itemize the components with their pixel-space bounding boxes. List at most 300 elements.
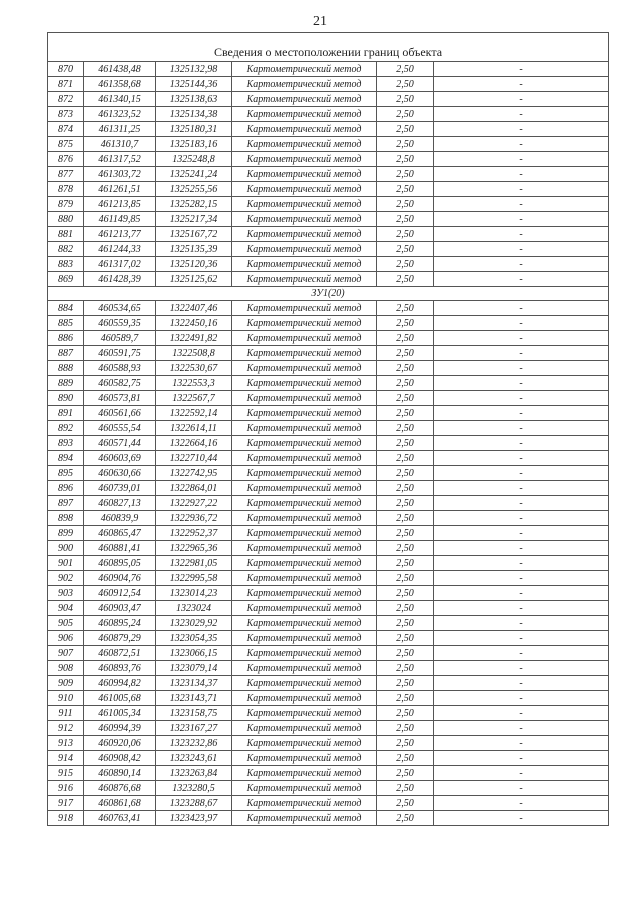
table-row [48,331,609,346]
point-number-cell: 869 [48,272,84,287]
method-cell: Картометрический метод [232,631,377,646]
method-cell: Картометрический метод [232,796,377,811]
x-coordinate-cell: 460904,76 [84,571,156,586]
accuracy-cell: 2,50 [377,122,434,137]
y-coordinate-cell: 1322936,72 [156,511,232,526]
method-cell: Картометрический метод [232,436,377,451]
y-coordinate-cell: 1323054,35 [156,631,232,646]
accuracy-cell: 2,50 [377,511,434,526]
accuracy-cell: 2,50 [377,331,434,346]
table-row [48,631,609,646]
method-cell: Картометрический метод [232,257,377,272]
table-row [48,242,609,257]
page-number: 21 [313,14,327,29]
note-cell: - [434,676,609,691]
note-cell: - [434,601,609,616]
accuracy-cell: 2,50 [377,316,434,331]
accuracy-cell: 2,50 [377,301,434,316]
y-coordinate-cell: 1322491,82 [156,331,232,346]
x-coordinate-cell: 461261,51 [84,182,156,197]
boundary-table [47,32,609,826]
point-number-cell: 892 [48,421,84,436]
x-coordinate-cell: 460573,81 [84,391,156,406]
point-number-cell: 912 [48,721,84,736]
y-coordinate-cell: 1323158,75 [156,706,232,721]
accuracy-cell: 2,50 [377,197,434,212]
table-row [48,272,609,287]
accuracy-cell: 2,50 [377,631,434,646]
y-coordinate-cell: 1322553,3 [156,376,232,391]
accuracy-cell: 2,50 [377,586,434,601]
point-number-cell: 885 [48,316,84,331]
method-cell: Картометрический метод [232,586,377,601]
x-coordinate-cell: 460571,44 [84,436,156,451]
table-row [48,511,609,526]
point-number-cell: 871 [48,77,84,92]
point-number-cell: 882 [48,242,84,257]
table-row [48,811,609,826]
x-coordinate-cell: 460890,14 [84,766,156,781]
table-row [48,691,609,706]
table-row [48,257,609,272]
accuracy-cell: 2,50 [377,571,434,586]
y-coordinate-cell: 1323280,5 [156,781,232,796]
x-coordinate-cell: 460908,42 [84,751,156,766]
note-cell: - [434,571,609,586]
note-cell: - [434,691,609,706]
y-coordinate-cell: 1322664,16 [156,436,232,451]
table-row [48,706,609,721]
accuracy-cell: 2,50 [377,361,434,376]
table-row [48,122,609,137]
accuracy-cell: 2,50 [377,751,434,766]
accuracy-cell: 2,50 [377,92,434,107]
table-row [48,571,609,586]
method-cell: Картометрический метод [232,646,377,661]
table-row [48,751,609,766]
x-coordinate-cell: 461323,52 [84,107,156,122]
section-label: ЗУ1(20) [48,287,609,301]
table-row [48,361,609,376]
note-cell: - [434,257,609,272]
table-row [48,766,609,781]
accuracy-cell: 2,50 [377,736,434,751]
table-row [48,346,609,361]
table-row [48,316,609,331]
table-row [48,182,609,197]
table-row [48,212,609,227]
method-cell: Картометрический метод [232,361,377,376]
method-cell: Картометрический метод [232,511,377,526]
note-cell: - [434,227,609,242]
note-cell: - [434,167,609,182]
table-row [48,227,609,242]
x-coordinate-cell: 460994,39 [84,721,156,736]
note-cell: - [434,781,609,796]
method-cell: Картометрический метод [232,736,377,751]
point-number-cell: 904 [48,601,84,616]
accuracy-cell: 2,50 [377,152,434,167]
method-cell: Картометрический метод [232,331,377,346]
x-coordinate-cell: 460739,01 [84,481,156,496]
accuracy-cell: 2,50 [377,182,434,197]
point-number-cell: 880 [48,212,84,227]
table-row [48,481,609,496]
accuracy-cell: 2,50 [377,107,434,122]
note-cell: - [434,107,609,122]
accuracy-cell: 2,50 [377,496,434,511]
y-coordinate-cell: 1323423,97 [156,811,232,826]
point-number-cell: 888 [48,361,84,376]
x-coordinate-cell: 461317,02 [84,257,156,272]
point-number-cell: 907 [48,646,84,661]
note-cell: - [434,661,609,676]
x-coordinate-cell: 460861,68 [84,796,156,811]
method-cell: Картометрический метод [232,152,377,167]
table-row [48,77,609,92]
point-number-cell: 897 [48,496,84,511]
table-row [48,421,609,436]
point-number-cell: 876 [48,152,84,167]
note-cell: - [434,526,609,541]
note-cell: - [434,796,609,811]
x-coordinate-cell: 460588,93 [84,361,156,376]
accuracy-cell: 2,50 [377,137,434,152]
x-coordinate-cell: 461438,48 [84,62,156,77]
x-coordinate-cell: 460559,35 [84,316,156,331]
y-coordinate-cell: 1325248,8 [156,152,232,167]
note-cell: - [434,62,609,77]
accuracy-cell: 2,50 [377,257,434,272]
point-number-cell: 872 [48,92,84,107]
point-number-cell: 902 [48,571,84,586]
y-coordinate-cell: 1325120,36 [156,257,232,272]
note-cell: - [434,301,609,316]
method-cell: Картометрический метод [232,77,377,92]
note-cell: - [434,511,609,526]
accuracy-cell: 2,50 [377,391,434,406]
point-number-cell: 895 [48,466,84,481]
y-coordinate-cell: 1322927,22 [156,496,232,511]
method-cell: Картометрический метод [232,316,377,331]
method-cell: Картометрический метод [232,406,377,421]
point-number-cell: 914 [48,751,84,766]
table-row [48,736,609,751]
table-row [48,167,609,182]
x-coordinate-cell: 460876,68 [84,781,156,796]
note-cell: - [434,361,609,376]
method-cell: Картометрический метод [232,346,377,361]
table-row [48,406,609,421]
note-cell: - [434,586,609,601]
table-row [48,796,609,811]
method-cell: Картометрический метод [232,601,377,616]
method-cell: Картометрический метод [232,541,377,556]
y-coordinate-cell: 1322614,11 [156,421,232,436]
note-cell: - [434,766,609,781]
y-coordinate-cell: 1325138,63 [156,92,232,107]
method-cell: Картометрический метод [232,107,377,122]
point-number-cell: 908 [48,661,84,676]
note-cell: - [434,272,609,287]
note-cell: - [434,556,609,571]
note-cell: - [434,721,609,736]
method-cell: Картометрический метод [232,376,377,391]
note-cell: - [434,811,609,826]
accuracy-cell: 2,50 [377,62,434,77]
y-coordinate-cell: 1322742,95 [156,466,232,481]
x-coordinate-cell: 461358,68 [84,77,156,92]
y-coordinate-cell: 1325132,98 [156,62,232,77]
accuracy-cell: 2,50 [377,601,434,616]
y-coordinate-cell: 1325183,16 [156,137,232,152]
y-coordinate-cell: 1323024 [156,601,232,616]
point-number-cell: 901 [48,556,84,571]
accuracy-cell: 2,50 [377,242,434,257]
method-cell: Картометрический метод [232,481,377,496]
table-row [48,466,609,481]
accuracy-cell: 2,50 [377,796,434,811]
x-coordinate-cell: 460555,54 [84,421,156,436]
accuracy-cell: 2,50 [377,556,434,571]
y-coordinate-cell: 1325125,62 [156,272,232,287]
accuracy-cell: 2,50 [377,272,434,287]
y-coordinate-cell: 1323134,37 [156,676,232,691]
table-row [48,391,609,406]
method-cell: Картометрический метод [232,197,377,212]
method-cell: Картометрический метод [232,62,377,77]
x-coordinate-cell: 460903,47 [84,601,156,616]
accuracy-cell: 2,50 [377,376,434,391]
note-cell: - [434,316,609,331]
point-number-cell: 874 [48,122,84,137]
table-row [48,781,609,796]
y-coordinate-cell: 1322981,05 [156,556,232,571]
x-coordinate-cell: 461005,68 [84,691,156,706]
method-cell: Картометрический метод [232,526,377,541]
y-coordinate-cell: 1323014,23 [156,586,232,601]
point-number-cell: 881 [48,227,84,242]
y-coordinate-cell: 1323288,67 [156,796,232,811]
point-number-cell: 879 [48,197,84,212]
note-cell: - [434,137,609,152]
accuracy-cell: 2,50 [377,167,434,182]
note-cell: - [434,152,609,167]
table-row [48,62,609,77]
x-coordinate-cell: 461213,77 [84,227,156,242]
point-number-cell: 900 [48,541,84,556]
note-cell: - [434,541,609,556]
x-coordinate-cell: 460895,05 [84,556,156,571]
method-cell: Картометрический метод [232,122,377,137]
x-coordinate-cell: 460879,29 [84,631,156,646]
y-coordinate-cell: 1325134,38 [156,107,232,122]
method-cell: Картометрический метод [232,691,377,706]
method-cell: Картометрический метод [232,766,377,781]
y-coordinate-cell: 1322450,16 [156,316,232,331]
method-cell: Картометрический метод [232,227,377,242]
accuracy-cell: 2,50 [377,526,434,541]
section-row [48,287,609,301]
x-coordinate-cell: 461340,15 [84,92,156,107]
y-coordinate-cell: 1322995,58 [156,571,232,586]
accuracy-cell: 2,50 [377,466,434,481]
point-number-cell: 887 [48,346,84,361]
point-number-cell: 913 [48,736,84,751]
point-number-cell: 875 [48,137,84,152]
accuracy-cell: 2,50 [377,451,434,466]
accuracy-cell: 2,50 [377,541,434,556]
accuracy-cell: 2,50 [377,77,434,92]
point-number-cell: 905 [48,616,84,631]
method-cell: Картометрический метод [232,661,377,676]
note-cell: - [434,736,609,751]
x-coordinate-cell: 460872,51 [84,646,156,661]
note-cell: - [434,212,609,227]
table-row [48,451,609,466]
table-row [48,376,609,391]
x-coordinate-cell: 461428,39 [84,272,156,287]
y-coordinate-cell: 1325167,72 [156,227,232,242]
note-cell: - [434,92,609,107]
x-coordinate-cell: 461317,52 [84,152,156,167]
note-cell: - [434,391,609,406]
y-coordinate-cell: 1323143,71 [156,691,232,706]
point-number-cell: 911 [48,706,84,721]
note-cell: - [434,182,609,197]
note-cell: - [434,346,609,361]
y-coordinate-cell: 1322407,46 [156,301,232,316]
note-cell: - [434,631,609,646]
method-cell: Картометрический метод [232,92,377,107]
accuracy-cell: 2,50 [377,766,434,781]
x-coordinate-cell: 460630,66 [84,466,156,481]
method-cell: Картометрический метод [232,451,377,466]
point-number-cell: 873 [48,107,84,122]
x-coordinate-cell: 461213,85 [84,197,156,212]
point-number-cell: 899 [48,526,84,541]
note-cell: - [434,122,609,137]
boundary-table-body [48,33,609,826]
y-coordinate-cell: 1323243,61 [156,751,232,766]
x-coordinate-cell: 460591,75 [84,346,156,361]
method-cell: Картометрический метод [232,421,377,436]
accuracy-cell: 2,50 [377,227,434,242]
table-title-row [48,33,609,62]
method-cell: Картометрический метод [232,466,377,481]
y-coordinate-cell: 1323079,14 [156,661,232,676]
x-coordinate-cell: 460920,06 [84,736,156,751]
accuracy-cell: 2,50 [377,676,434,691]
note-cell: - [434,481,609,496]
x-coordinate-cell: 460865,47 [84,526,156,541]
method-cell: Картометрический метод [232,721,377,736]
accuracy-cell: 2,50 [377,661,434,676]
x-coordinate-cell: 461149,85 [84,212,156,227]
point-number-cell: 917 [48,796,84,811]
method-cell: Картометрический метод [232,706,377,721]
x-coordinate-cell: 461005,34 [84,706,156,721]
point-number-cell: 918 [48,811,84,826]
y-coordinate-cell: 1325144,36 [156,77,232,92]
note-cell: - [434,421,609,436]
note-cell: - [434,242,609,257]
accuracy-cell: 2,50 [377,481,434,496]
x-coordinate-cell: 460582,75 [84,376,156,391]
y-coordinate-cell: 1323029,92 [156,616,232,631]
table-row [48,526,609,541]
table-title: Сведения о местоположении границ объекта [48,33,609,62]
table-row [48,646,609,661]
point-number-cell: 909 [48,676,84,691]
x-coordinate-cell: 460534,65 [84,301,156,316]
y-coordinate-cell: 1322592,14 [156,406,232,421]
note-cell: - [434,451,609,466]
x-coordinate-cell: 461311,25 [84,122,156,137]
table-row [48,676,609,691]
y-coordinate-cell: 1325180,31 [156,122,232,137]
method-cell: Картометрический метод [232,811,377,826]
accuracy-cell: 2,50 [377,721,434,736]
point-number-cell: 916 [48,781,84,796]
accuracy-cell: 2,50 [377,646,434,661]
note-cell: - [434,77,609,92]
accuracy-cell: 2,50 [377,616,434,631]
accuracy-cell: 2,50 [377,706,434,721]
table-row [48,586,609,601]
method-cell: Картометрический метод [232,272,377,287]
note-cell: - [434,331,609,346]
table-row [48,541,609,556]
y-coordinate-cell: 1325241,24 [156,167,232,182]
point-number-cell: 910 [48,691,84,706]
accuracy-cell: 2,50 [377,811,434,826]
accuracy-cell: 2,50 [377,346,434,361]
note-cell: - [434,496,609,511]
note-cell: - [434,616,609,631]
method-cell: Картометрический метод [232,751,377,766]
note-cell: - [434,751,609,766]
y-coordinate-cell: 1323167,27 [156,721,232,736]
method-cell: Картометрический метод [232,571,377,586]
method-cell: Картометрический метод [232,616,377,631]
point-number-cell: 903 [48,586,84,601]
accuracy-cell: 2,50 [377,421,434,436]
point-number-cell: 883 [48,257,84,272]
point-number-cell: 906 [48,631,84,646]
method-cell: Картометрический метод [232,391,377,406]
x-coordinate-cell: 461303,72 [84,167,156,182]
note-cell: - [434,376,609,391]
x-coordinate-cell: 460763,41 [84,811,156,826]
y-coordinate-cell: 1325217,34 [156,212,232,227]
x-coordinate-cell: 461310,7 [84,137,156,152]
note-cell: - [434,197,609,212]
point-number-cell: 890 [48,391,84,406]
table-row [48,601,609,616]
x-coordinate-cell: 461244,33 [84,242,156,257]
x-coordinate-cell: 460895,24 [84,616,156,631]
note-cell: - [434,436,609,451]
x-coordinate-cell: 460994,82 [84,676,156,691]
point-number-cell: 893 [48,436,84,451]
method-cell: Картометрический метод [232,301,377,316]
y-coordinate-cell: 1325135,39 [156,242,232,257]
point-number-cell: 889 [48,376,84,391]
point-number-cell: 878 [48,182,84,197]
note-cell: - [434,466,609,481]
method-cell: Картометрический метод [232,212,377,227]
